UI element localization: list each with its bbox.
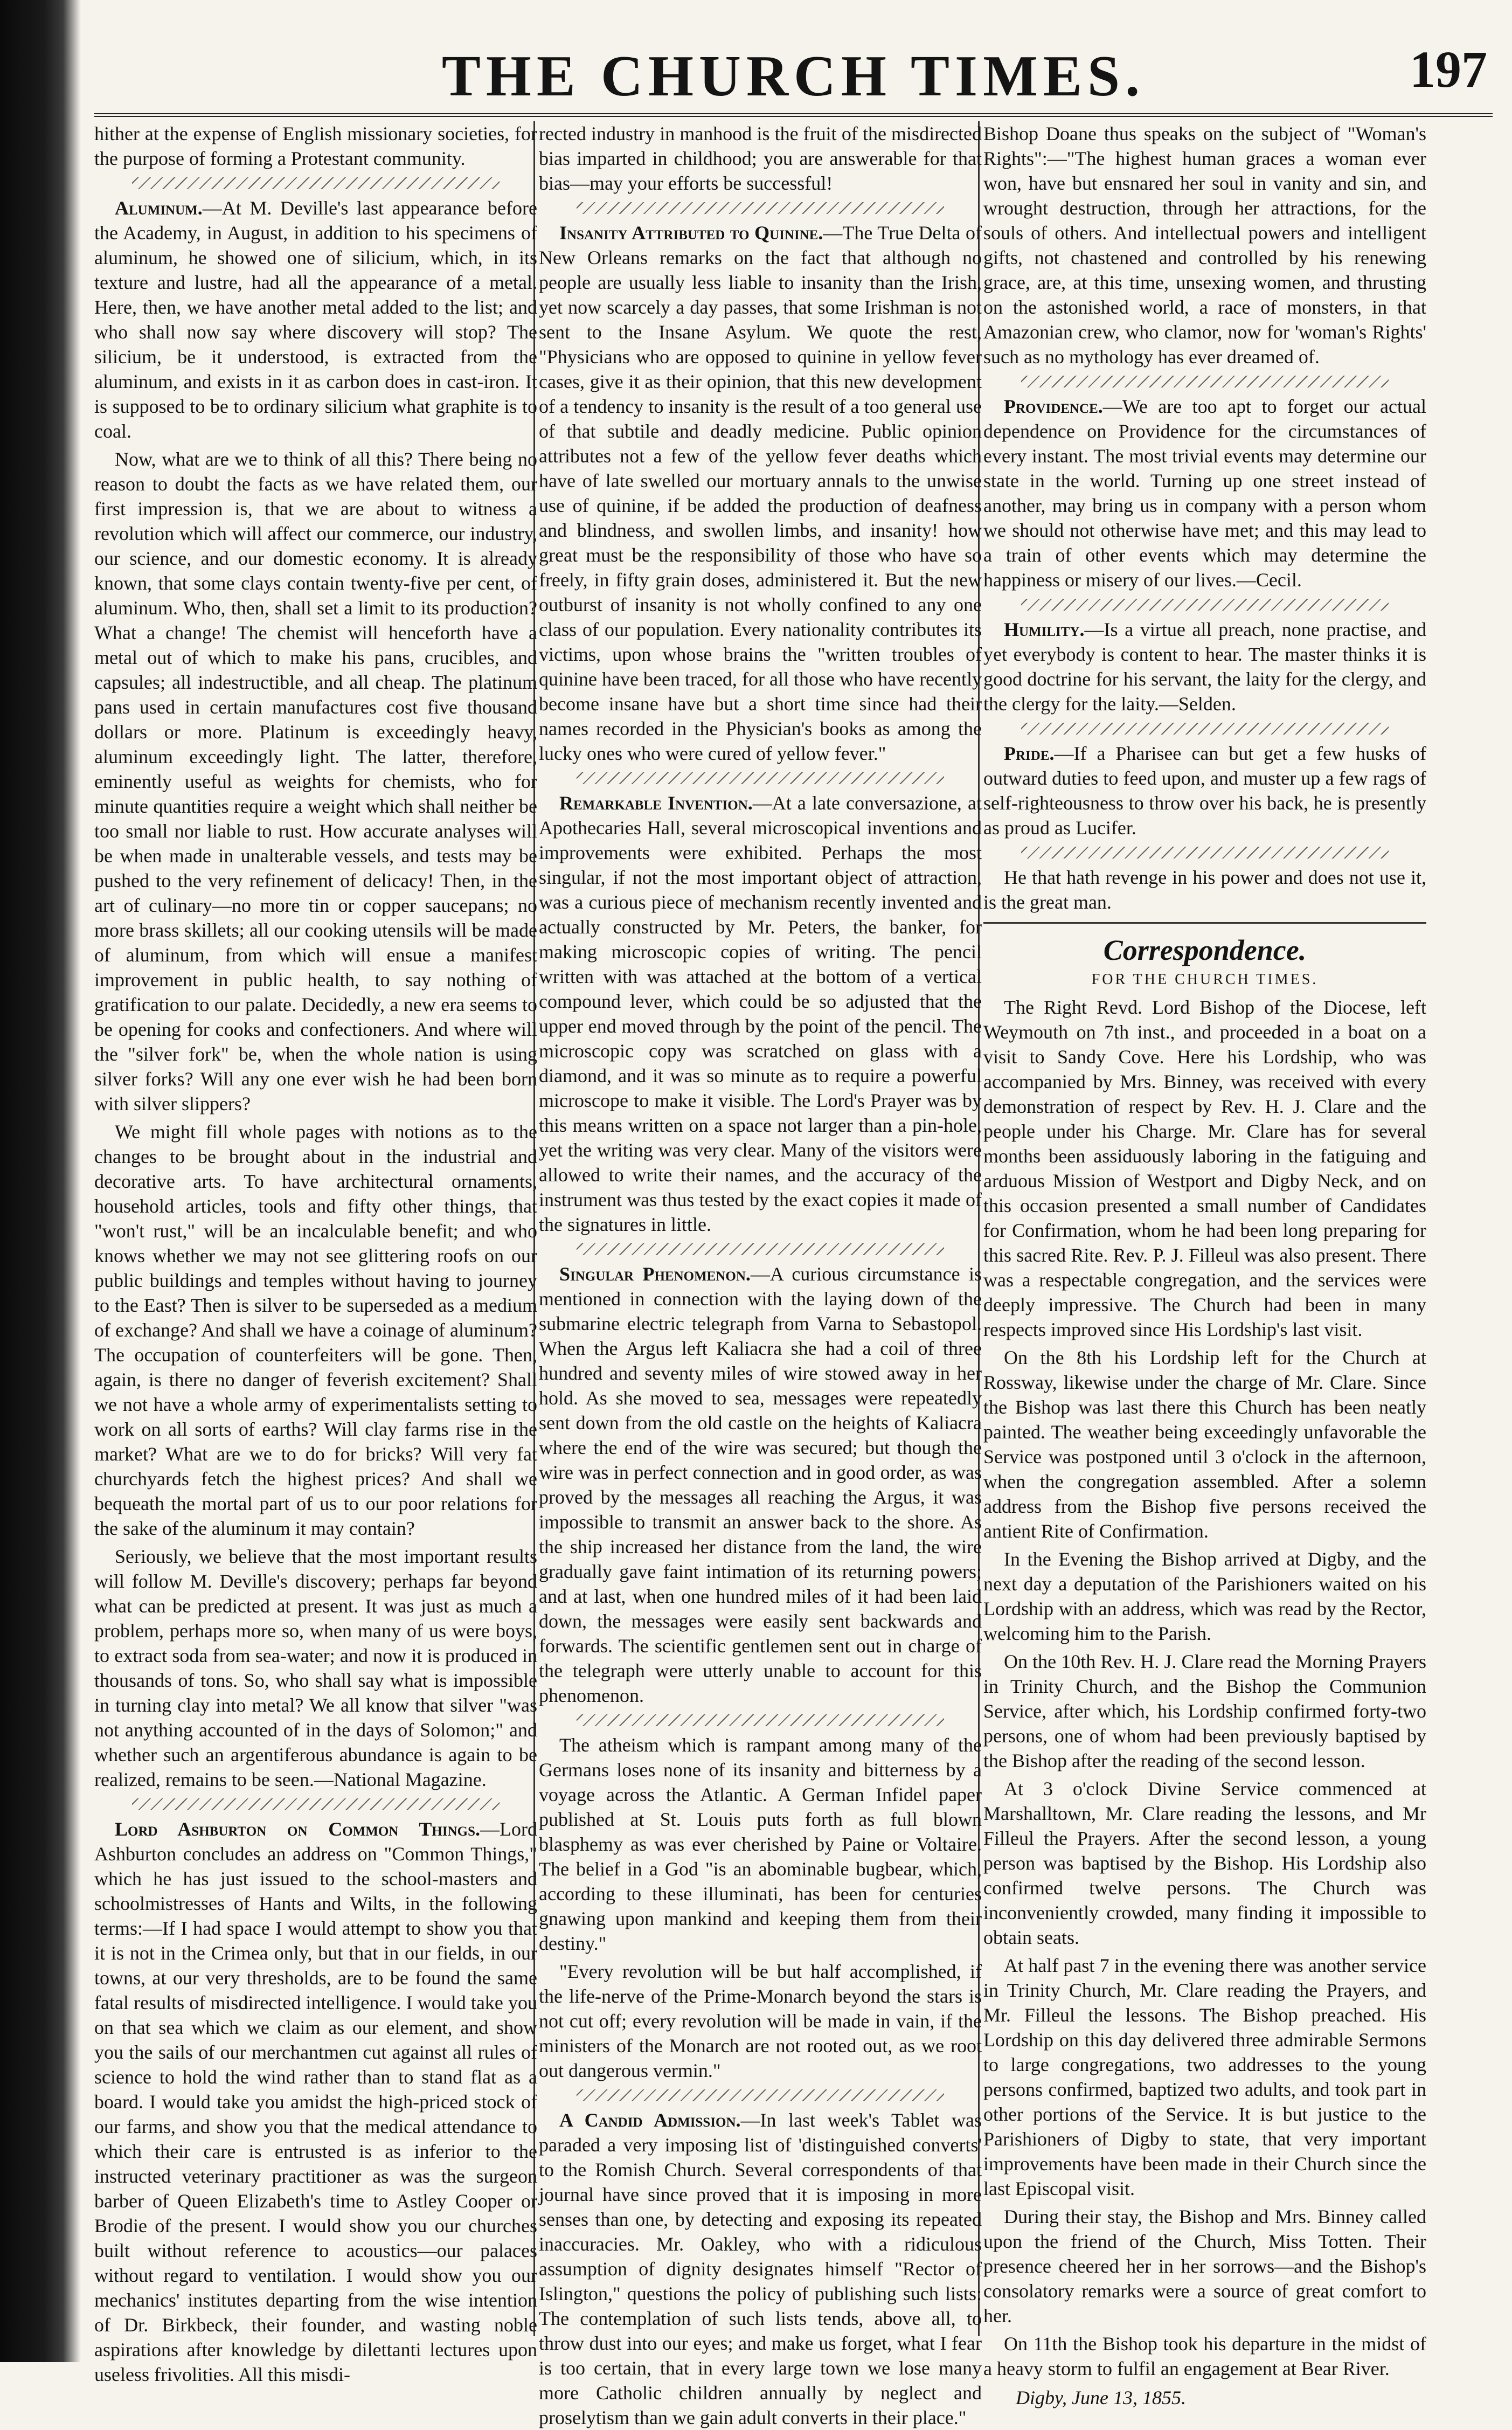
correspondence-paragraph: On the 10th Rev. H. J. Clare read the Morning Prayers in Trinity Church, and the Bishop the Communion Service, after which, his Lordship confirmed forty-two persons, one of whom had been previously baptised by the Bishop after the reading of the second lesson. <box>983 1651 1426 1771</box>
ornamental-divider <box>577 202 944 214</box>
article-paragraph: He that hath revenge in his power and does not use it, is the great man. <box>983 867 1426 913</box>
article-heading: Singular Phenomenon. <box>559 1263 751 1285</box>
article-ashburton <box>94 1817 537 2387</box>
article-paragraph: We might fill whole pages with notions as to the changes to be brought about in the industrial and decorative arts. To have architectural ornaments, household articles, tools and fifty other things, that "won't rust," will be an incalculable benefit; and who knows whether we may not see glittering roofs on our public buildings and temples without having to journey to the East? Then is silver to be superseded as a medium of exchange? And shall we have a coinage of aluminum? The occupation of counterfeiters will be gone. Then, again, is there no danger of feverish excitement? Shall we not have a whole army of experimentalists setting to work on all sorts of earths? Will clay farms rise in the market? What are we to do for bricks? Will very fat churchyards fetch the highest prices? And shall we bequeath the mortal part of us to our poor relations for the sake of the aluminum it may contain? <box>94 1121 537 1539</box>
article-paragraph: rected industry in manhood is the fruit of the misdirected bias imparted in childhood; you are answerable for that bias—may your efforts be successful! <box>539 123 982 194</box>
correspondence-paragraph: The Right Revd. Lord Bishop of the Diocese, left Weymouth on 7th inst., and proceeded in a boat on a visit to Sandy Cove. Here his Lordship, who was accompanied by Mrs. Binney, was received with every demonstration of respect by Rev. H. J. Clare and the people under his Charge. Mr. Clare has for several months been assiduously laboring in the fatiguing and arduous Mission of Westport and Digby Neck, and on this occasion presented a small number of Candidates for Confirmation, whom he had been long preparing for this sacred Rite. Rev. P. J. Filleul was also present. There was a respectable congregation, and the services were deeply impressive. The Church had been in many respects improved since His Lordship's last visit. <box>983 996 1426 1340</box>
article-text: —If a Pharisee can but get a few husks of outward duties to feed upon, and muster up a few rags of self-righteousness to throw over his back, he is presently as proud as Lucifer. <box>983 743 1426 839</box>
article-pride <box>983 741 1426 840</box>
article-text: —At M. Deville's last appearance before the Academy, in August, in addition to his specimens of aluminum, he showed one of silicium, which, in its texture and lustre, had all the appearance of a metal. Here, then, we have another metal added to the list; and who shall now say where discovery will stop? The silicium, be it understood, is extracted from the aluminum, and exists in it as carbon does in cast-iron. It is supposed to be to ordinary silicium what graphite is to coal. <box>94 197 537 442</box>
article-text: —The True Delta of New Orleans remarks on the fact that although no people are usually less liable to insanity than the Irish, yet now scarcely a day passes, that some Irishman is not sent to the Insane Asylum. We quote the rest, "Physicians who are opposed to quinine in yellow fever cases, give it as their opinion, that this new development of a tendency to insanity is the result of a too general use of that subtile and deadly medicine. Public opinion attributes not a few of the yellow fever deaths which have of late swelled our mortuary annals to the unwise use of quinine, if be added the production of deafness and blindness, and swollen limbs, and insanity! how great must be the responsibility of those who have so freely, in fifty grain doses, administered it. But the new outburst of insanity is not wholly confined to any one class of our population. Every nationality contributes its victims, upon whose brains the "written troubles of quinine have been traced, for all those who have recently become insane have but a short time since had their names recorded in the Physician's books as among the lucky ones who were cured of yellow fever." <box>539 222 982 764</box>
article-heading: Pride. <box>1004 743 1055 764</box>
article-heading: Lord Ashburton on Common Things. <box>115 1818 481 1840</box>
article-text: —At a late conversazione, at Apothecaries Hall, several microscopical inventions and improvements were exhibited. Perhaps the most singular, if not the most important object of attraction, was a curious piece of mechanism recently invented and actually constructed by Mr. Peters, the banker, for making microscopic copies of writing. The pencil written with was attached at the bottom of a vertical compound lever, which could be so adjusted that the upper end moved through by the point of the pencil. The microscopic copy was scratched on glass with a diamond, and it was so minute as to require a powerful microscope to make it visible. The Lord's Prayer was by this means written on a space not larger than a pin-hole, yet the writing was very clear. Many of the visitors were allowed to write their names, and the accuracy of the instrument was thus tested by the exact copies it made of the signatures in little. <box>539 792 982 1235</box>
ornamental-divider <box>1021 376 1389 387</box>
correspondence-subheading: FOR THE CHURCH TIMES. <box>1091 971 1319 988</box>
article-humility <box>983 617 1426 716</box>
page-number: 197 <box>1410 40 1487 98</box>
article-text: —In last week's Tablet was paraded a very imposing list of 'distinguished converts' to the Romish Church. Several correspondents of that journal have since proved that it is imposing in more senses than one, by detecting and exposing its repeated inaccuracies. Mr. Oakley, who with a ridiculous assumption of dignity designates himself "Rector of Islington," questions the policy of publishing such lists: The contemplation of such lists tends, above all, to throw dust into our eyes; and make us forget, what I fear is too certain, that in every large town we lose many more Catholic children annually by neglect and proselytism than we gain adult converts in their place." <box>539 2109 982 2428</box>
article-aluminum <box>94 196 537 444</box>
correspondence-paragraph: During their stay, the Bishop and Mrs. Binney called upon the friend of the Church, Miss Totten. Their presence cheered her in her sorrows—and the Bishop's consolatory remarks were a source of great comfort to her. <box>983 2206 1426 2327</box>
article-paragraph: The atheism which is rampant among many of the Germans loses none of its insanity and bitterness by a voyage across the Atlantic. A German Infidel paper published at St. Louis puts forth as full blown blasphemy as was ever cherished by Paine or Voltaire. The belief in a God "is an abominable bugbear, which, according to these illuminati, has been for centuries gnawing upon mankind and keeping them from their destiny." <box>539 1734 982 1954</box>
article-providence <box>983 394 1426 592</box>
article-paragraph: Seriously, we believe that the most important results will follow M. Deville's discovery; perhaps far beyond what can be predicted at present. It was just as much a problem, perhaps more so, when many of us were boys, to extract soda from sea-water; and now it is produced in thousands of tons. So, who shall say what is impossible in turning clay into metal? We all know that silver "was not anything accounted of in the days of Solomon;" and whether such an argentiferous abundance is again to be realized, remains to be seen.—National Magazine. <box>94 1546 537 1790</box>
newspaper-title: THE CHURCH TIMES. <box>441 44 1146 108</box>
ornamental-divider <box>577 2089 944 2101</box>
column-2 <box>539 121 982 2428</box>
article-text: —Lord Ashburton concludes an address on "Common Things," which he has just issued to the school-masters and schoolmistresses of Hants and Wilts, in the following terms:—If I had space I would attempt to show you that it is not in the Crimea only, but that in our fields, in our towns, at our very thresholds, are to be found the same fatal results of misdirected intelligence. I would take you on that sea which we claim as our element, and show you the sails of our merchantmen cut against all rules of science to hold the wind rather than to stand flat as a board. I would take you amidst the high-priced stock of our farms, and show you that the medical attendance to which their care is entrusted is as inferior to the instructed veterinary practitioner as was the surgeon barber of Queen Elizabeth's time to Astley Cooper or Brodie of the present. I would show you our churches built without reference to acoustics—our palaces without regard to ventilation. I would show you our mechanics' institutes departing from the wise intention of Dr. Birkbeck, their founder, and wasting noble aspirations after knowledge by dilettanti lectures upon useless frivolities. All this misdi- <box>94 1818 537 2385</box>
ornamental-divider <box>577 772 944 784</box>
article-heading: Insanity Attributed to Quinine. <box>559 222 823 244</box>
column-3 <box>983 121 1426 2408</box>
ornamental-divider <box>1021 723 1389 735</box>
correspondence-paragraph: On 11th the Bishop took his departure in the midst of a heavy storm to fulfil an engagement at Bear River. <box>983 2333 1426 2379</box>
ornamental-divider <box>132 177 500 189</box>
ornamental-divider <box>1021 599 1389 611</box>
article-paragraph: Bishop Doane thus speaks on the subject of "Woman's Rights":—"The highest human graces a woman ever won, have but ensnared her soul in vanity and sin, and wrought destruction, through her attractions, for the souls of others. And intellectual powers and intelligent gifts, not chastened and controlled by his renewing grace, are, at this time, unsexing women, and thrusting on the astonished world, a race of monsters, in that Amazonian crew, who clamor, now for 'woman's Rights' such as no mythology has ever dreamed of. <box>983 123 1426 368</box>
correspondence-heading: Correspondence. <box>1103 934 1307 966</box>
article-heading: A Candid Admission. <box>559 2109 741 2131</box>
article-singular-phenomenon <box>539 1262 982 1708</box>
article-heading: Providence. <box>1004 396 1103 417</box>
article-remarkable-invention <box>539 791 982 1237</box>
article-text: —We are too apt to forget our actual dependence on Providence for the circumstances of every instant. The most trivial events may determine our state in the world. Turning up one street instead of another, may bring us in company with a person whom we should not otherwise have met; and this may lead to a train of other events which may determine the happiness or misery of our lives.—Cecil. <box>983 396 1426 591</box>
article-candid-admission <box>539 2108 982 2430</box>
ornamental-divider <box>1021 847 1389 859</box>
correspondence-paragraph: On the 8th his Lordship left for the Church at Rossway, likewise under the charge of Mr. Clare. Since the Bishop was last there this Church has been neatly painted. The weather being exceedingly unfavorable the Service was postponed until 3 o'clock in the afternoon, when the congregation assembled. After a solemn address from the Bishop five persons received the antient Rite of Confirmation. <box>983 1347 1426 1542</box>
masthead <box>94 30 1493 110</box>
ornamental-divider <box>132 1798 500 1810</box>
article-paragraph: "Every revolution will be but half accomplished, if the life-nerve of the Prime-Monarch beyond the stars is not cut off; every revolution will be made in vain, if the ministers of the Monarch are not rooted out, as we root out dangerous vermin." <box>539 1961 982 2081</box>
article-text: —Is a virtue all preach, none practise, and yet everybody is content to hear. The master thinks it is good doctrine for his servant, the laity for the clergy, and the clergy for the laity.—Selden. <box>983 619 1426 715</box>
article-insanity <box>539 220 982 766</box>
ornamental-divider <box>577 1714 944 1726</box>
article-text: —A curious circumstance is mentioned in connection with the laying down of the submarine electric telegraph from Varna to Sebastopol. When the Argus left Kaliacra she had a coil of three hundred and seventy miles of wire stowed away in her hold. As she moved to sea, messages were repeatedly sent down from the old castle on the heights of Kaliacra where the end of the wire was secured; but though the wire was in perfect connection and in good order, as was proved by the messages all reaching the Argus, it was impossible to transmit an answer back to the shore. As the ship increased her distance from the land, the wire gradually gave faint intimation of its returning powers; and at last, when one hundred miles of it had been laid down, the messages were easily sent backwards and forwards. The scientific gentlemen sent out in charge of the telegraph were utterly unable to account for this phenomenon. <box>539 1263 982 1706</box>
column-1 <box>94 121 537 2385</box>
correspondence-paragraph: In the Evening the Bishop arrived at Digby, and the next day a deputation of the Parishioners waited on his Lordship with an address, which was read by the Rector, welcoming him to the Parish. <box>983 1548 1426 1644</box>
dateline: Digby, June 13, 1855. <box>1016 2387 1186 2408</box>
article-heading: Humility. <box>1004 619 1085 640</box>
ornamental-divider <box>577 1243 944 1255</box>
masthead-rule <box>94 113 1493 117</box>
article-paragraph: Now, what are we to think of all this? There being no reason to doubt the facts as we have related them, our first impression is, that we are about to witness a revolution which will affect our commerce, our industry, our science, and our domestic economy. It is already known, that some clays contain twenty-five per cent, of aluminum. Who, then, shall set a limit to its production? What a change! The chemist will henceforth have a metal out of which to make his pans, crucibles, and capsules; all indestructible, and all cheap. The platinum pans used in certain manufactures cost five thousand dollars or more. Platinum is exceedingly heavy, aluminum exceedingly light. The latter, therefore, eminently useful as weights for chemists, who for minute quantities require a weight which shall neither be too small nor liable to rust. How accurate analyses will be when made in unalterable vessels, and tests may be pushed to the very refinement of delicacy! Then, in the art of culinary—no more tin or copper saucepans; no more brass skillets; all our cooking utensils will be made of aluminum, from which will ensue a manifest improvement in public health, to say nothing of gratification to our palate. Decidedly, a new era seems to be opening for cooks and confectioners. And where will the "silver fork" be, when the whole nation is using silver forks? Will any one ever wish he had been born with silver slippers? <box>94 448 537 1114</box>
correspondence-paragraph: At half past 7 in the evening there was another service in Trinity Church, Mr. Clare reading the Prayers, and Mr. Filleul the lessons. The Bishop preached. His Lordship on this day delivered three admirable Sermons to large congregations, two addresses to the young persons confirmed, baptized two adults, and took part in other portions of the Service. It is but justice to the Parishioners of Digby to state, that very important improvements have been made in their Church since the last Episcopal visit. <box>983 1955 1426 2199</box>
article-paragraph: hither at the expense of English missionary societies, for the purpose of forming a Protestant community. <box>94 123 537 169</box>
article-heading: Remarkable Invention. <box>559 792 753 814</box>
correspondence-paragraph: At 3 o'clock Divine Service commenced at Marshalltown, Mr. Clare reading the lessons, and Mr Filleul the Prayers. After the second lesson, a young person was baptised by the Bishop. His Lordship also confirmed twelve persons. The Church was inconveniently crowded, many finding it impossible to obtain seats. <box>983 1778 1426 1948</box>
binding-spine-shadow <box>0 0 81 2362</box>
section-rule <box>983 922 1426 924</box>
article-heading: Aluminum. <box>115 197 203 219</box>
